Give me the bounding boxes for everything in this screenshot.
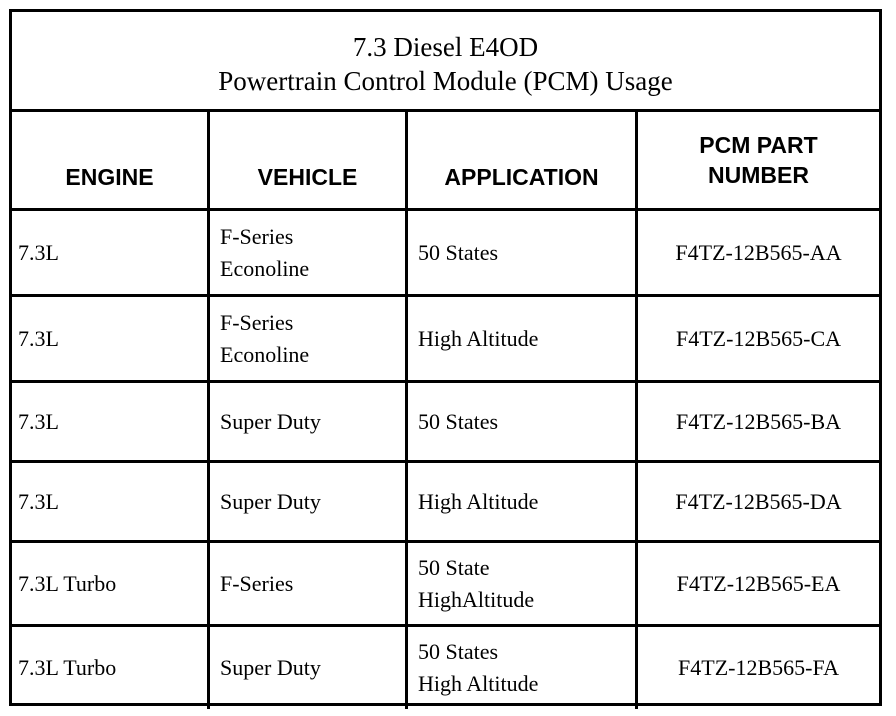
cell-application: 50 States High Altitude	[405, 627, 635, 709]
cell-part-number: F4TZ-12B565-EA	[635, 543, 879, 624]
header-part-number: PCM PART NUMBER	[635, 112, 879, 208]
cell-vehicle: F-Series Econoline	[207, 211, 405, 294]
cell-vehicle: Super Duty	[207, 627, 405, 709]
cell-application: 50 States	[405, 383, 635, 460]
cell-vehicle: Super Duty	[207, 383, 405, 460]
table-row	[12, 463, 879, 543]
table-title	[12, 12, 879, 112]
title-line-1: 7.3 Diesel E4OD	[352, 32, 539, 62]
table-row	[12, 627, 879, 709]
cell-engine: 7.3L	[18, 239, 59, 265]
cell-engine: 7.3L	[18, 325, 59, 351]
table-row	[12, 211, 879, 297]
header-row	[12, 112, 879, 211]
cell-engine: 7.3L	[18, 408, 59, 434]
cell-application: High Altitude	[405, 297, 635, 380]
cell-part-number: F4TZ-12B565-DA	[635, 463, 879, 540]
cell-part-number: F4TZ-12B565-CA	[635, 297, 879, 380]
cell-part-number: F4TZ-12B565-BA	[635, 383, 879, 460]
header-engine: ENGINE	[65, 164, 154, 190]
cell-vehicle: F-Series	[207, 543, 405, 624]
header-application: APPLICATION	[405, 112, 635, 208]
cell-engine: 7.3L Turbo	[18, 570, 117, 596]
cell-vehicle: F-Series Econoline	[207, 297, 405, 380]
cell-application: 50 State HighAltitude	[405, 543, 635, 624]
table-row	[12, 297, 879, 383]
cell-application: High Altitude	[405, 463, 635, 540]
cell-part-number: F4TZ-12B565-AA	[635, 211, 879, 294]
cell-part-number: F4TZ-12B565-FA	[635, 627, 879, 709]
title-line-2: Powertrain Control Module (PCM) Usage	[218, 66, 673, 96]
pcm-usage-table	[9, 9, 882, 706]
cell-application: 50 States	[405, 211, 635, 294]
cell-engine: 7.3L	[18, 488, 59, 514]
header-vehicle: VEHICLE	[207, 112, 405, 208]
table-row	[12, 383, 879, 463]
cell-engine: 7.3L Turbo	[18, 655, 117, 680]
cell-vehicle: Super Duty	[207, 463, 405, 540]
table-row	[12, 543, 879, 627]
